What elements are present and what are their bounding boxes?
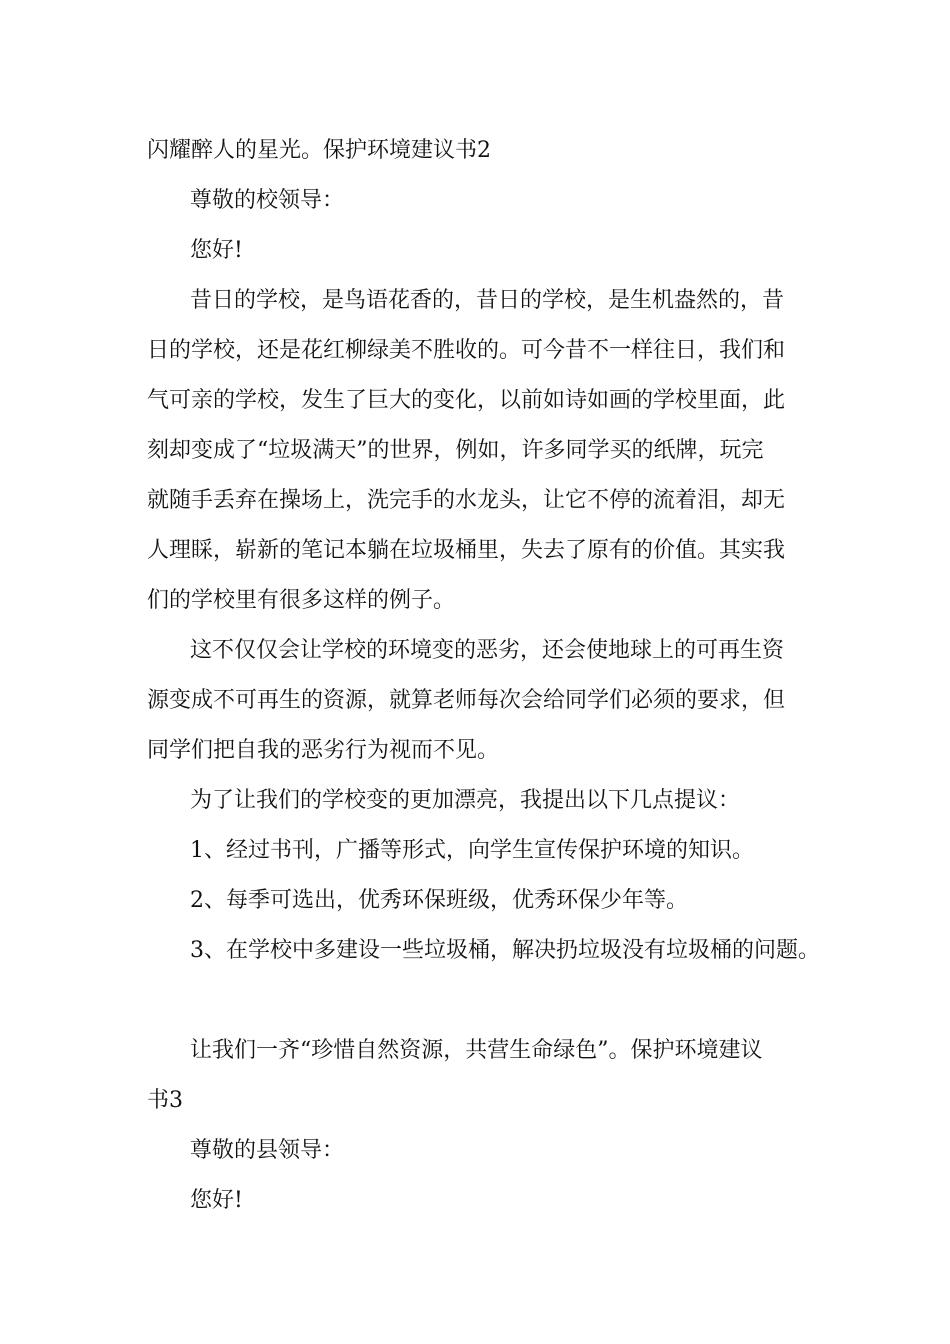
text-line: 这不仅仅会让学校的环境变的恶劣，还会使地球上的可再生资 <box>190 638 785 663</box>
text-line: 昔日的学校，是鸟语花香的，昔日的学校，是生机盎然的，昔 <box>190 288 785 313</box>
text-line: 源变成不可再生的资源，就算老师每次会给同学们必须的要求，但 <box>147 688 786 713</box>
list-item: 3、在学校中多建设一些垃圾桶，解决扔垃圾没有垃圾桶的问题。 <box>190 938 820 963</box>
text-line: 让我们一齐“珍惜自然资源，共营生命绿色”。保护环境建议 <box>190 1038 763 1063</box>
greeting: 您好! <box>190 238 243 263</box>
text-line: 同学们把自我的恶劣行为视而不见。 <box>147 738 500 763</box>
list-item: 1、经过书刊，广播等形式，向学生宣传保护环境的知识。 <box>190 838 754 863</box>
text-line: 气可亲的学校，发生了巨大的变化，以前如诗如画的学校里面，此 <box>147 388 786 413</box>
greeting: 您好! <box>190 1188 243 1213</box>
salutation-school-leaders: 尊敬的校领导： <box>190 188 345 213</box>
text-line: 就随手丢弃在操场上，洗完手的水龙头，让它不停的流着泪，却无 <box>147 488 786 513</box>
text-line: 书3 <box>147 1088 183 1113</box>
text-line: 日的学校，还是花红柳绿美不胜收的。可今昔不一样往日，我们和 <box>147 338 786 363</box>
list-item: 2、每季可选出，优秀环保班级，优秀环保少年等。 <box>190 888 688 913</box>
text-line: 们的学校里有很多这样的例子。 <box>147 588 456 613</box>
salutation-county-leaders: 尊敬的县领导： <box>190 1138 345 1163</box>
text-line: 闪耀醉人的星光。保护环境建议书2 <box>147 138 491 163</box>
text-line: 刻却变成了“垃圾满天”的世界，例如，许多同学买的纸牌，玩完 <box>147 438 764 463</box>
text-line: 人理睬，崭新的笔记本躺在垃圾桶里，失去了原有的价值。其实我 <box>147 538 786 563</box>
text-line: 为了让我们的学校变的更加漂亮，我提出以下几点提议： <box>190 788 741 813</box>
